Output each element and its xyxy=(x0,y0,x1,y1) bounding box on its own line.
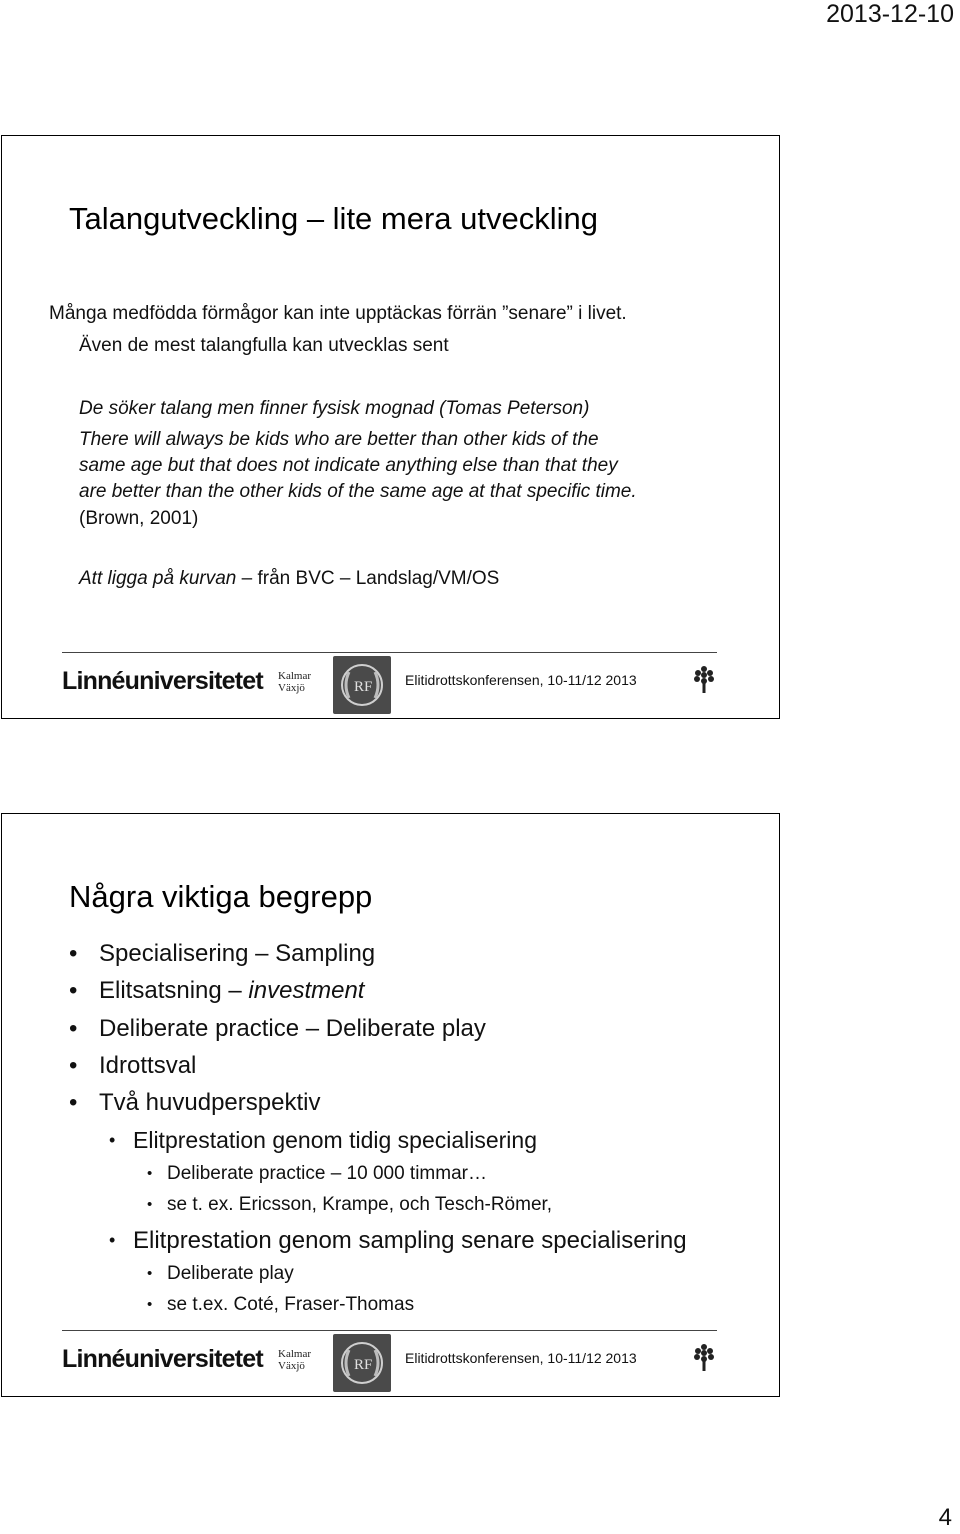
bullet-text: Deliberate practice – Deliberate play xyxy=(99,1015,486,1042)
bullet-marker: • xyxy=(109,1130,116,1150)
bullet-item xyxy=(69,977,364,1005)
bullet-marker: • xyxy=(69,1052,78,1079)
bullet-marker: • xyxy=(109,1230,116,1250)
university-logo: Linnéuniversitetet xyxy=(62,667,263,695)
federation-seal-icon xyxy=(333,1334,391,1392)
page-date: 2013-12-10 xyxy=(826,0,954,28)
bullet-text: Specialisering – Sampling xyxy=(99,940,376,967)
bullet-marker: • xyxy=(69,1015,78,1042)
city-label: Kalmar xyxy=(278,670,311,682)
text-segment: Många medfödda förmågor kan inte upptäckas förrän xyxy=(49,303,497,324)
bullet-marker: • xyxy=(147,1165,153,1182)
slide-title: Några viktiga begrepp xyxy=(69,879,373,914)
sub-sub-bullet-item xyxy=(147,1194,552,1216)
sub-sub-bullet-item xyxy=(147,1163,487,1185)
conference-label: Elitidrottskonferensen, 10-11/12 2013 xyxy=(405,672,637,688)
bullet-marker: • xyxy=(147,1296,153,1313)
body-line: Även de mest talangfulla kan utvecklas sent xyxy=(79,335,449,356)
bullet-text: Idrottsval xyxy=(99,1052,197,1079)
text-segment: Att ligga på kurvan xyxy=(79,568,237,589)
text-segment: – från BVC – Landslag/VM/OS xyxy=(241,568,500,589)
bullet-marker: • xyxy=(69,1089,78,1116)
page-number: 4 xyxy=(938,1504,952,1531)
bullet-item xyxy=(69,1015,486,1043)
city-label: Växjö xyxy=(278,682,305,694)
quote-line: are better than the other kids of the same age at that specific time. xyxy=(79,481,637,502)
sub-bullet-item xyxy=(109,1127,537,1154)
svg-text:RF: RF xyxy=(354,1357,373,1373)
quote-line: There will always be kids who are better than other kids of the xyxy=(79,429,599,450)
slide-title: Talangutveckling – lite mera utveckling xyxy=(69,201,598,236)
sub-sub-bullet-item xyxy=(147,1294,414,1316)
bullet-text: Deliberate play xyxy=(167,1263,294,1284)
bullet-marker: • xyxy=(147,1196,153,1213)
bullet-marker: • xyxy=(69,940,78,967)
bullet-marker: • xyxy=(147,1265,153,1282)
svg-text:RF: RF xyxy=(354,679,373,695)
university-logo: Linnéuniversitetet xyxy=(62,1345,263,1373)
university-cities xyxy=(278,1348,311,1372)
slide-2 xyxy=(1,813,780,1397)
bullet-text: Elitprestation genom tidig specialisering xyxy=(133,1127,537,1153)
body-line xyxy=(49,303,627,325)
sub-bullet-item xyxy=(109,1227,687,1255)
bullet-text: se t.ex. Coté, Fraser-Thomas xyxy=(167,1294,415,1315)
bullet-text: investment xyxy=(248,977,365,1004)
citation: (Brown, 2001) xyxy=(79,508,199,529)
bullet-text: se t. ex. Ericsson, Krampe, och Tesch-Römer, xyxy=(167,1194,553,1215)
city-label: Kalmar xyxy=(278,1348,311,1360)
bullet-item xyxy=(69,1052,196,1080)
tree-logo-icon xyxy=(693,664,715,694)
quote-line: same age but that does not indicate anything else than that they xyxy=(79,455,618,476)
bullet-text: Elitsatsning – xyxy=(99,977,242,1004)
federation-seal-icon xyxy=(333,656,391,714)
bullet-text: Deliberate practice – 10 000 timmar… xyxy=(167,1163,487,1184)
conference-label: Elitidrottskonferensen, 10-11/12 2013 xyxy=(405,1350,637,1366)
sub-sub-bullet-item xyxy=(147,1263,294,1285)
quoted-word: ”senare” xyxy=(502,303,573,324)
footer-divider xyxy=(62,1330,717,1331)
bullet-text: Två huvudperspektiv xyxy=(99,1089,321,1116)
bullet-item xyxy=(69,1089,320,1117)
bullet-text: Elitprestation genom sampling senare specialisering xyxy=(133,1227,687,1254)
text-segment: i livet. xyxy=(578,303,627,324)
bullet-item xyxy=(69,940,375,968)
body-line: De söker talang men finner fysisk mognad (Tomas Peterson) xyxy=(79,398,590,419)
footer-divider xyxy=(62,652,717,653)
body-line xyxy=(79,568,499,590)
city-label: Växjö xyxy=(278,1360,305,1372)
bullet-marker: • xyxy=(69,977,78,1004)
slide-1 xyxy=(1,135,780,719)
university-cities xyxy=(278,670,311,694)
tree-logo-icon xyxy=(693,1342,715,1372)
